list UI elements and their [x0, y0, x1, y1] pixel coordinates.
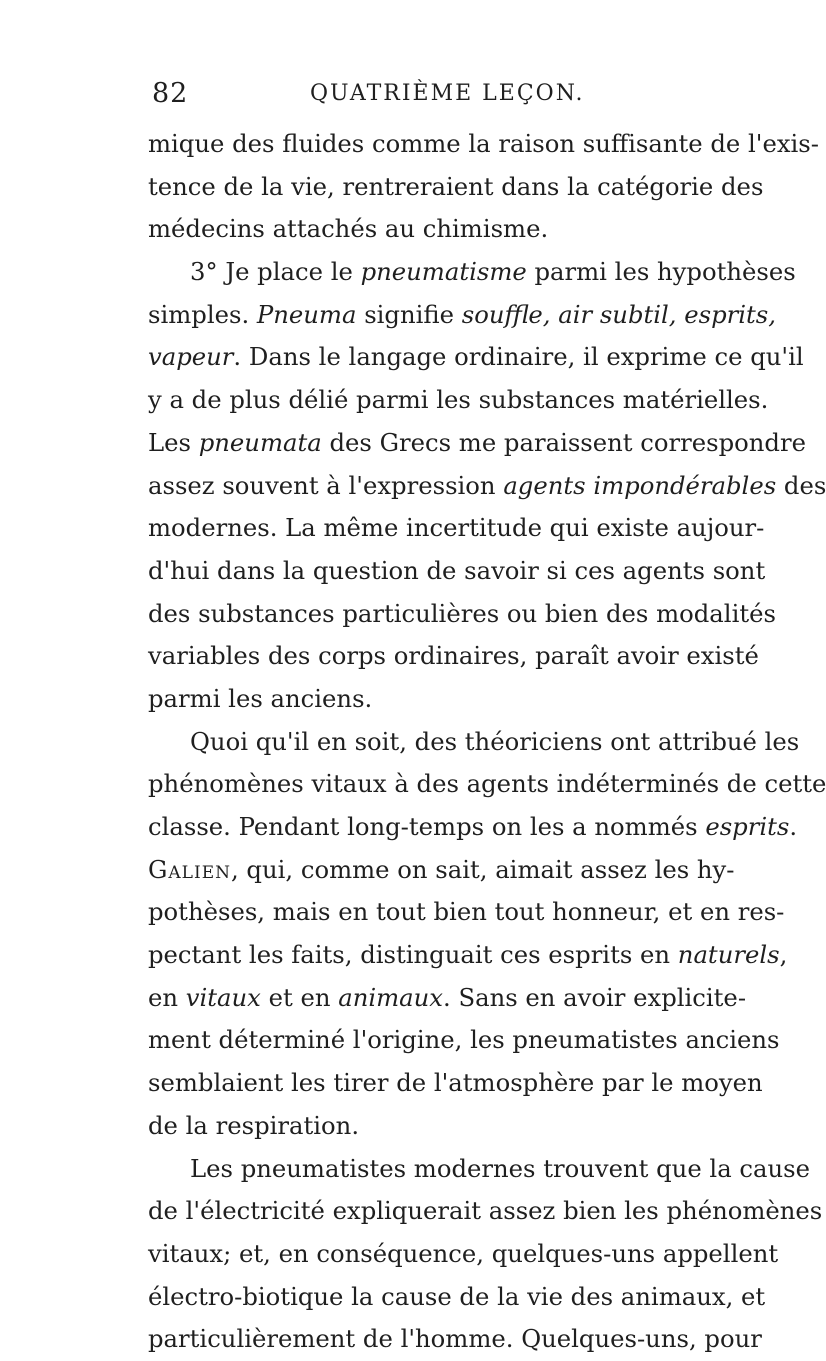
text-line	[148, 721, 800, 764]
text-segment: vitaux; et, en conséquence, quelques-uns appellent	[148, 1238, 779, 1268]
text-line	[148, 336, 804, 379]
text-line	[148, 1105, 706, 1148]
text-segment: pectant les faits, distinguait ces esprits en	[148, 940, 678, 970]
text-line	[148, 1276, 766, 1319]
text-segment: classe. Pendant long-temps on les a nommés	[148, 812, 706, 841]
text-segment: esprits	[705, 812, 790, 841]
text-line	[148, 806, 798, 849]
text-segment: en	[148, 982, 186, 1012]
text-segment: parmi les anciens.	[148, 683, 373, 713]
text-line	[148, 1062, 763, 1105]
text-segment: ment déterminé l'origine, les pneumatistes anciens	[148, 1025, 780, 1055]
text-segment: de l'électricité expliquerait assez bien les phénomènes	[148, 1196, 823, 1226]
text-segment: 3° Je place le	[190, 257, 361, 287]
text-line	[148, 977, 747, 1020]
text-line	[148, 934, 788, 977]
text-line	[148, 123, 819, 166]
text-segment: Galien	[148, 854, 231, 884]
text-line	[148, 1318, 762, 1361]
text-segment: Les pneumatistes modernes trouvent que la cause	[190, 1153, 810, 1183]
text-segment: pothèses, mais en tout bien tout honneur, et en res-	[148, 897, 785, 927]
text-segment: modernes. La même incertitude qui existe aujour-	[148, 513, 765, 543]
text-segment: Quoi qu'il en soit, des théoriciens ont attribué les	[190, 726, 800, 756]
text-segment: tence de la vie, rentreraient dans la catégorie des	[148, 171, 764, 201]
text-segment: . Dans le langage ordinaire, il exprime ce qu'il	[233, 342, 804, 372]
text-line	[148, 1019, 780, 1062]
text-segment: Les	[148, 427, 199, 457]
text-line	[148, 166, 764, 209]
text-segment: .	[789, 812, 798, 841]
text-segment: particulièrement de l'homme. Quelques-uns, pour	[148, 1324, 762, 1354]
text-segment: naturels	[677, 940, 780, 970]
text-line	[148, 763, 826, 806]
text-segment: des Grecs me paraissent correspondre	[321, 427, 806, 457]
body-text	[148, 123, 826, 1361]
text-segment: assez souvent à l'expression	[148, 470, 504, 500]
text-segment: médecins attachés au chimisme.	[148, 214, 549, 244]
text-segment: pneumatisme	[360, 257, 527, 287]
page-number: 82	[152, 78, 189, 109]
text-segment: vitaux	[185, 982, 261, 1012]
text-line	[148, 891, 785, 934]
text-line	[148, 593, 776, 636]
text-line	[148, 1148, 810, 1191]
text-segment: vapeur	[148, 342, 234, 372]
text-segment: ,	[779, 940, 788, 970]
text-segment: électro-biotique la cause de la vie des animaux, et	[148, 1281, 766, 1311]
text-segment: mique des fluides comme la raison suffisante de l'exis-	[148, 129, 819, 158]
text-segment: des	[776, 470, 826, 500]
text-segment: Pneuma	[256, 299, 357, 329]
text-segment: souffle, air subtil, esprits,	[461, 299, 777, 329]
text-segment: . Sans en avoir explicite-	[443, 982, 747, 1012]
text-line	[148, 678, 706, 721]
text-segment: signifie	[356, 299, 462, 329]
text-segment: de la respiration.	[148, 1110, 360, 1140]
text-segment: pneumata	[198, 427, 322, 457]
page-header	[0, 76, 800, 116]
text-line	[148, 1233, 779, 1276]
text-segment: simples.	[148, 299, 257, 329]
text-line	[148, 1190, 823, 1233]
text-segment: animaux	[338, 982, 443, 1012]
text-segment: semblaient les tirer de l'atmosphère par le moyen	[148, 1068, 763, 1098]
text-line	[148, 465, 826, 508]
text-line	[148, 251, 796, 294]
text-segment: y a de plus délié parmi les substances matérielles.	[148, 385, 769, 415]
text-line	[148, 507, 765, 550]
text-segment: phénomènes vitaux à des agents indéterminés de cette	[148, 769, 826, 799]
text-line	[148, 208, 706, 251]
text-segment: variables des corps ordinaires, paraît avoir existé	[148, 641, 759, 671]
text-segment: des substances particulières ou bien des modalités	[148, 598, 776, 628]
text-line	[148, 550, 766, 593]
text-line	[148, 422, 806, 465]
text-line	[148, 849, 735, 892]
running-head: QUATRIÈME LEÇON.	[310, 81, 585, 106]
text-segment: d'hui dans la question de savoir si ces agents sont	[148, 555, 766, 585]
text-segment: parmi les hypothèses	[526, 257, 796, 287]
text-segment: , qui, comme on sait, aimait assez les hy-	[230, 854, 735, 884]
text-line	[148, 379, 769, 422]
text-segment: agents impondérables	[503, 470, 777, 500]
text-line	[148, 294, 777, 337]
text-segment: et en	[260, 982, 339, 1012]
text-line	[148, 635, 759, 678]
